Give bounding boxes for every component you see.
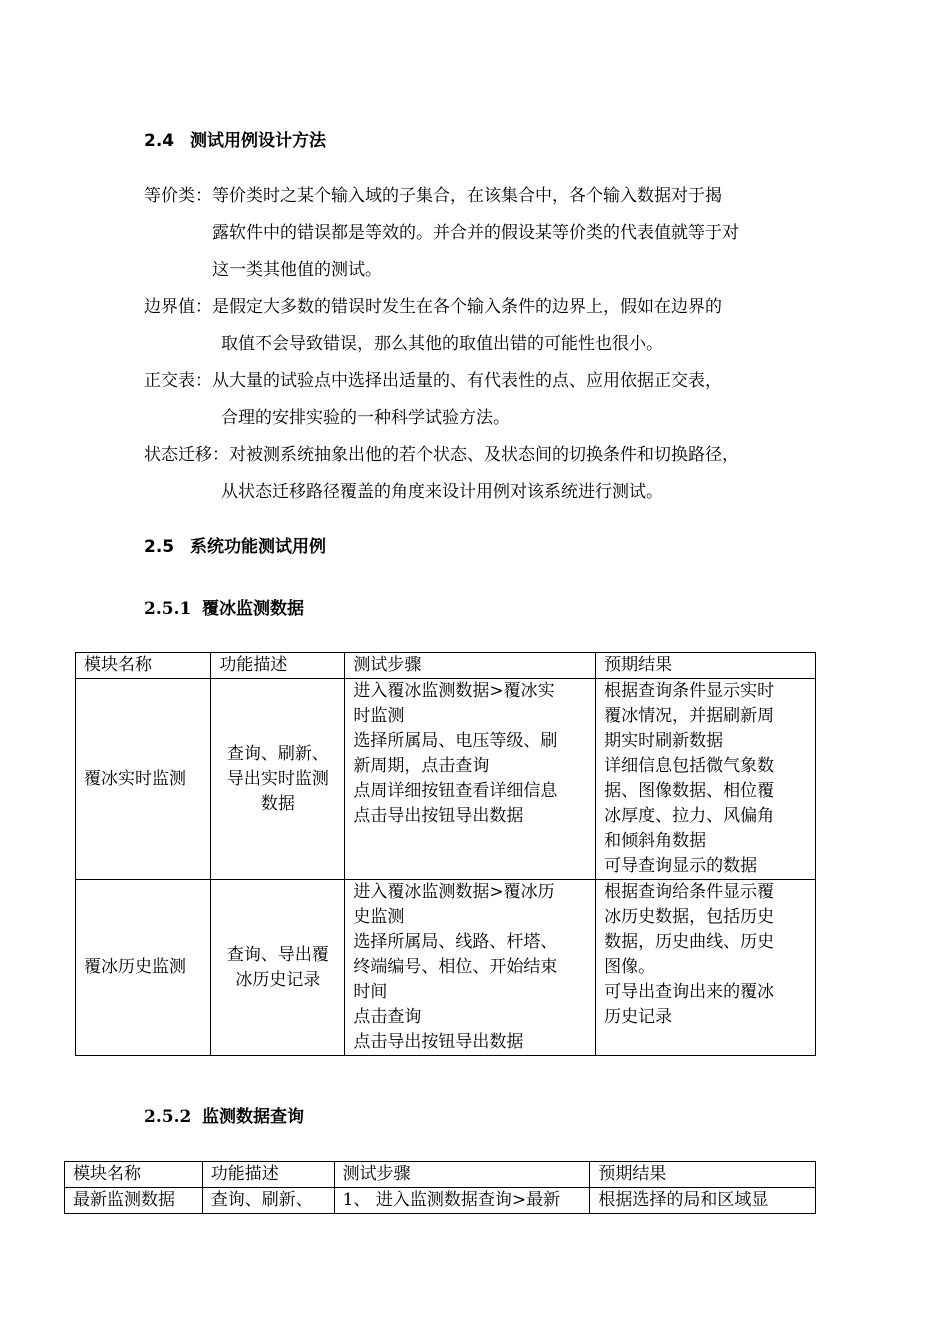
function-cell: 查询、刷新、 <box>202 1188 334 1214</box>
heading-2-4: 2.4 测试用例设计方法 <box>144 131 326 151</box>
result-cell: 根据选择的局和区域显 <box>590 1188 816 1214</box>
header-steps: 测试步骤 <box>345 653 596 679</box>
steps-cell: 1、 进入监测数据查询>最新 <box>334 1188 590 1214</box>
header-module: 模块名称 <box>76 653 211 679</box>
table-header-row <box>76 653 816 679</box>
definition-boundary: 边界值：是假定大多数的错误时发生在各个输入条件的边界上，假如在边界的 取值不会导致错误，那么其他的取值出错的可能性也很小。 <box>144 297 722 354</box>
definition-state-transition: 状态迁移：对被测系统抽象出他的若个状态、及状态间的切换条件和切换路径， 从状态迁移路径覆盖的角度来设计用例对该系统进行测试。 <box>144 445 739 502</box>
result-cell: 根据查询条件显示实时 覆冰情况，并据刷新周 期实时刷新数据 详细信息包括微气象数 据、图像数据、相位覆 冰厚度、拉力、风偏角 和倾斜角数据 可导查询显示的数据 <box>596 679 816 880</box>
definition-list <box>144 178 834 511</box>
header-steps: 测试步骤 <box>334 1162 590 1188</box>
steps-cell: 进入覆冰监测数据>覆冰实 时监测 选择所属局、电压等级、刷 新周期，点击查询 点周详细按钮查看详细信息 点击导出按钮导出数据 <box>345 679 596 880</box>
header-function: 功能描述 <box>211 653 345 679</box>
table-row <box>76 880 816 1056</box>
definition-equivalence: 等价类：等价类时之某个输入域的子集合，在该集合中，各个输入数据对于揭 露软件中的错误都是等效的。并合并的假设某等价类的代表值就等于对 这一类其他值的测试。 <box>144 186 739 280</box>
module-cell: 覆冰历史监测 <box>76 880 211 1056</box>
heading-2-5-1: 2.5.1 覆冰监测数据 <box>144 599 304 619</box>
function-cell: 查询、导出覆 冰历史记录 <box>211 880 345 1056</box>
monitoring-query-table <box>64 1161 816 1214</box>
icing-monitoring-table <box>75 652 816 1056</box>
module-cell: 覆冰实时监测 <box>76 679 211 880</box>
header-module: 模块名称 <box>65 1162 203 1188</box>
heading-2-5: 2.5 系统功能测试用例 <box>144 537 326 557</box>
result-cell: 根据查询给条件显示覆 冰历史数据，包括历史 数据，历史曲线、历史 图像。 可导出查询出来的覆冰 历史记录 <box>596 880 816 1056</box>
table-header-row <box>65 1162 816 1188</box>
steps-cell: 进入覆冰监测数据>覆冰历 史监测 选择所属局、线路、杆塔、 终端编号、相位、开始结束 时间 点击查询 点击导出按钮导出数据 <box>345 880 596 1056</box>
header-result: 预期结果 <box>596 653 816 679</box>
function-cell: 查询、刷新、 导出实时监测 数据 <box>211 679 345 880</box>
table-row <box>65 1188 816 1214</box>
table-row <box>76 679 816 880</box>
header-result: 预期结果 <box>590 1162 816 1188</box>
heading-2-5-2: 2.5.2 监测数据查询 <box>144 1107 304 1127</box>
definition-orthogonal: 正交表：从大量的试验点中选择出适量的、有代表性的点、应用依据正交表， 合理的安排实验的一种科学试验方法。 <box>144 371 722 428</box>
header-function: 功能描述 <box>202 1162 334 1188</box>
module-cell: 最新监测数据 <box>65 1188 203 1214</box>
